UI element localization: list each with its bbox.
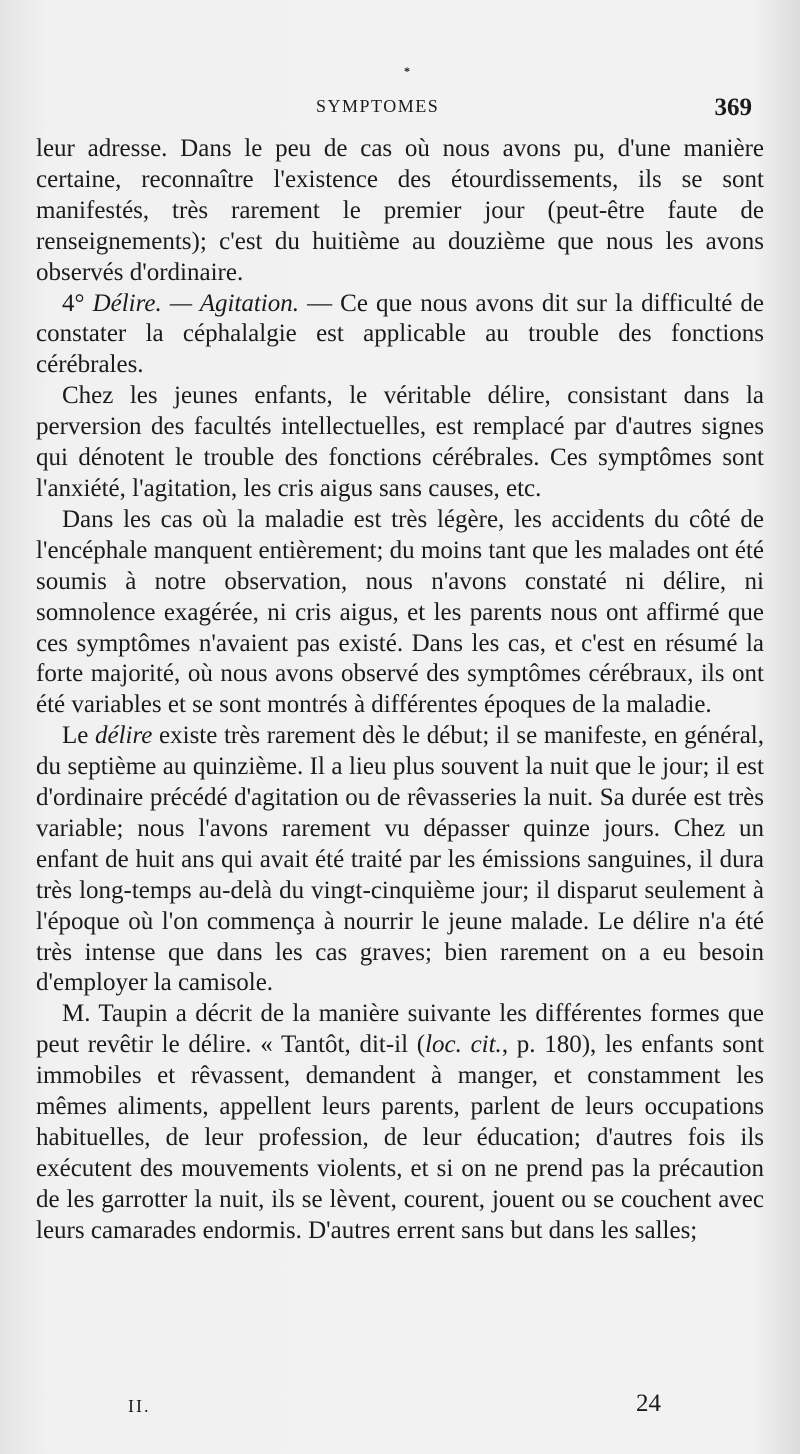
page-footer <box>36 1390 760 1420</box>
text-segment: existe très rarement dès le début; il se manifeste, en général, du septième au quinzième. Il a lieu plus souvent la nuit que le jour; il est d'ordinaire précédé d'agitation ou de rêvasseries la nuit. Sa durée est très variable; nous l'avons rarement vu dépasser quinze jours. Chez un enfant de huit ans qui avait été traité par les émissions sanguines, il dura très long-temps au-delà du vingt-cinquième jour; il disparut seulement à l'époque où l'on commença à nourrir le jeune malade. Le délire n'a été très intense que dans les cas graves; bien rarement on a eu besoin d'employer la camisole. <box>36 722 764 997</box>
paragraph <box>36 134 764 289</box>
italic-text: délire <box>95 722 153 750</box>
text-segment: M. Taupin a décrit de la manière suivante les différentes formes que peut revêtir le délire. « Tantôt, dit-il ( <box>36 1000 764 1059</box>
text-segment: Dans les cas où la maladie est très légère, les accidents du côté de l'encéphale manquent entièrement; du moins tant que les malades ont été soumis à notre observation, nous n'avons constaté ni délire, ni somnolence exagérée, ni cris aigus, et les parents nous ont affirmé que ces symptômes n'avaient pas existé. Dans les cas, et c'est en résumé la forte majorité, où nous avons observé des symptômes cérébraux, ils ont été variables et se sont montrés à différentes époques de la maladie. <box>36 505 764 719</box>
running-title: SYMPTOMES <box>316 96 440 116</box>
signature-volume: II. <box>128 1396 151 1416</box>
text-segment: Chez les jeunes enfants, le véritable délire, consistant dans la perversion des facultés intellectuelles, est remplacé par d'autres signes qui dénotent le trouble des fonctions cérébrales. Ces symptômes sont l'anxiété, l'agitation, les cris aigus sans causes, etc. <box>36 382 764 502</box>
body-text <box>36 134 764 1247</box>
text-segment: — Ce que nous avons dit sur la difficulté de constater la céphalalgie est applicable au trouble des fonctions cérébrales. <box>36 289 764 379</box>
text-segment: leur adresse. Dans le peu de cas où nous avons pu, d'une manière certaine, reconnaître l'existence des étourdissements, ils se sont manifestés, très rarement le premier jour (peut-être faute de renseignements); c'est du huitième au douzième que nous les avons observés d'ordinaire. <box>36 135 764 286</box>
paragraph <box>36 721 764 999</box>
signature-sheet: 24 <box>636 1390 661 1417</box>
printer-mark: * <box>404 64 410 78</box>
page-header <box>36 94 760 128</box>
paragraph <box>36 381 764 505</box>
text-segment: 4° <box>62 289 93 317</box>
italic-text: loc. cit. <box>425 1031 502 1059</box>
paragraph <box>36 505 764 721</box>
italic-text: Délire. — Agitation. <box>92 289 300 317</box>
paragraph <box>36 289 764 382</box>
text-segment: , p. 180), les enfants sont immobiles et rêvassent, demandent à manger, et constamment les mêmes aliments, appellent leurs parents, parlent de leurs occupations habituelles, de leur profession, de leur éducation; d'autres fois ils exécutent des mouvements violents, et si on ne prend pas la précaution de les garrotter la nuit, ils se lèvent, courent, jouent ou se couchent avec leurs camarades endormis. D'autres errent sans but dans les salles; <box>36 1031 764 1244</box>
paragraph <box>36 999 764 1246</box>
page-number: 369 <box>714 94 752 121</box>
text-segment: Le <box>62 722 95 750</box>
